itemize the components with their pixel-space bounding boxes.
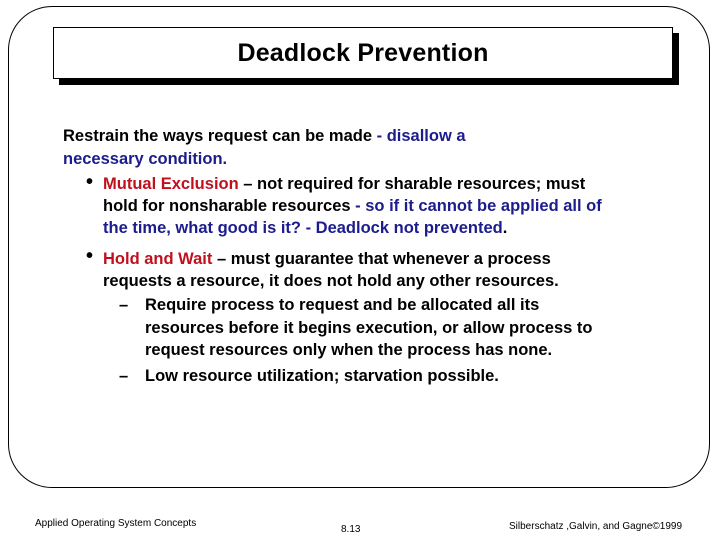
bullet1-line-3 bbox=[103, 218, 507, 238]
bullet1-line-2 bbox=[103, 196, 602, 216]
bullet2-line-2: requests a resource, it does not hold any other resources. bbox=[103, 272, 559, 290]
sub1-line-3: request resources only when the process has none. bbox=[145, 341, 553, 359]
bullet1-line-1 bbox=[103, 174, 585, 194]
bullet2-line-1 bbox=[103, 249, 551, 269]
sub1-line-2: resources before it begins execution, or allow process to bbox=[145, 319, 593, 337]
footer-page-number: 8.13 bbox=[341, 524, 361, 535]
dash-marker: – bbox=[119, 367, 129, 385]
footer-copyright: Silberschatz ,Galvin, and Gagne©1999 bbox=[509, 521, 683, 532]
bullet2-text: – must guarantee that whenever a process bbox=[212, 250, 551, 268]
bullet1-period: . bbox=[502, 219, 508, 237]
bullet1-text: – not required for sharable resources; must bbox=[238, 175, 586, 193]
intro-line-2: necessary condition. bbox=[63, 150, 228, 168]
slide-title: Deadlock Prevention bbox=[237, 38, 489, 67]
bullet-marker: • bbox=[86, 245, 94, 267]
intro-line-1 bbox=[63, 126, 466, 146]
intro-highlight: - disallow a bbox=[372, 127, 466, 145]
mutual-exclusion-label: Mutual Exclusion bbox=[103, 175, 239, 193]
footer-course: Applied Operating System Concepts bbox=[35, 518, 197, 529]
dash-marker: – bbox=[119, 296, 129, 314]
bullet-marker: • bbox=[86, 171, 94, 193]
bullet1-highlight-2: the time, what good is it? - Deadlock not prevented bbox=[103, 219, 503, 237]
sub1-line-1: Require process to request and be allocated all its bbox=[145, 296, 540, 314]
bullet1-highlight: - so if it cannot be applied all of bbox=[350, 197, 602, 215]
sub2-line: Low resource utilization; starvation possible. bbox=[145, 367, 499, 385]
hold-and-wait-label: Hold and Wait bbox=[103, 250, 213, 268]
intro-text: Restrain the ways request can be made bbox=[63, 127, 373, 145]
bullet1-text-2: hold for nonsharable resources bbox=[103, 197, 351, 215]
